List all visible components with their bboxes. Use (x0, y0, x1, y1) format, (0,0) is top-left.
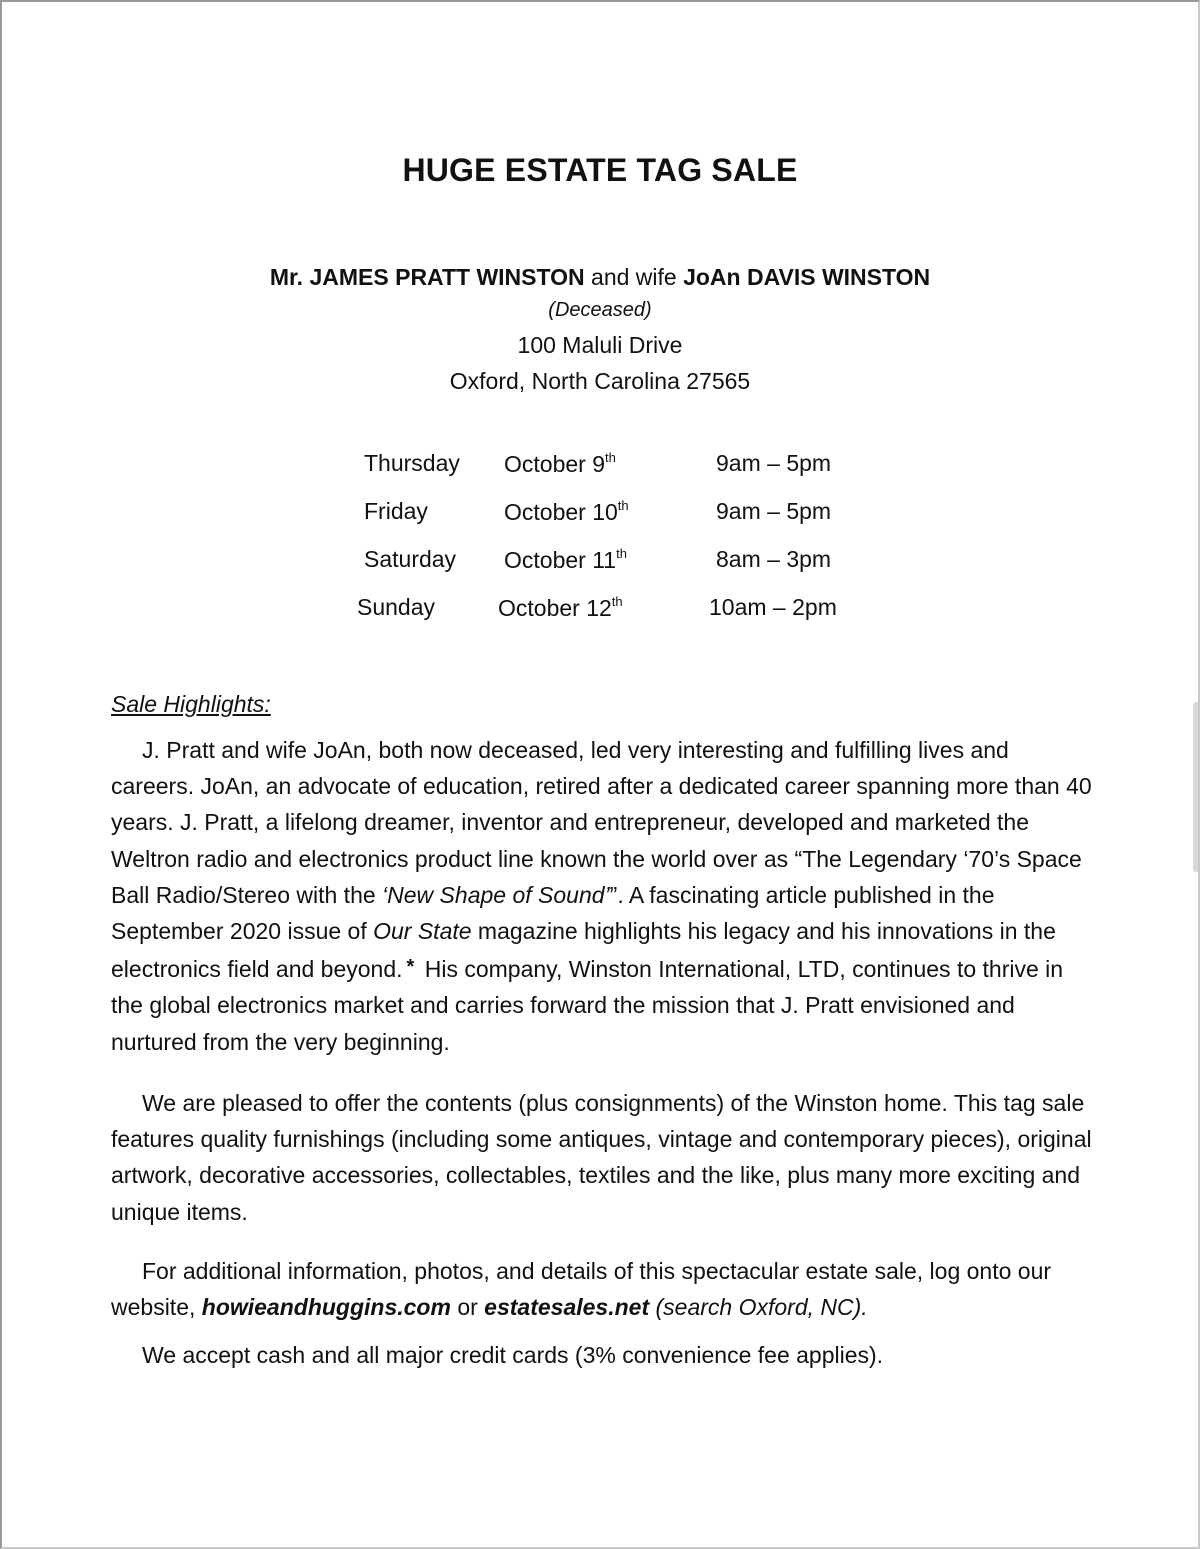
date-suffix: th (605, 450, 616, 465)
schedule-day: Sunday (357, 594, 436, 620)
paragraph-text: We accept cash and all major credit cards (3% convenience fee applies). (142, 1342, 884, 1368)
schedule-date (498, 594, 623, 622)
date-suffix: th (616, 546, 627, 561)
paragraph-text: We are pleased to offer the contents (plus consignments) of the Winston home. This tag sale features quality furnishings (including some antiques, vintage and contemporary pieces), original artwork, decorative accessories, collectables, textiles and the like, plus many more exciting and unique items. (111, 1090, 1092, 1225)
owner-honorific: Mr. (269, 264, 304, 290)
schedule-day: Thursday (364, 450, 460, 476)
magazine-title: Our State (373, 918, 472, 945)
schedule-date (504, 498, 629, 526)
owner-name-2-first: JoAn (683, 264, 741, 290)
schedule-row (2, 546, 1198, 576)
paragraph-text: J. Pratt and wife JoAn, both now deceased, led very interesting and fulfilling lives and careers. JoAn, an advocate of education, retired after a dedicated career spanning more than 40 years. J. Pratt, a lifelong dreamer, inventor and entrepreneur, developed and marketed the Weltron radio and electronics product line known the world over as “The Legendary ‘70’s Space Ball Radio/Stereo with the (111, 737, 1092, 908)
website-link-howieandhuggins[interactable]: howieandhuggins.com (201, 1294, 451, 1321)
schedule-hours: 9am – 5pm (716, 450, 832, 476)
schedule-row (2, 594, 1198, 624)
owners-line (2, 264, 1198, 291)
owner-name-1: JAMES PRATT WINSTON (309, 264, 585, 290)
schedule-hours: 10am – 2pm (709, 594, 837, 620)
schedule-row (2, 498, 1198, 528)
paragraph-biography (111, 732, 1096, 1060)
paragraph-text: or (450, 1294, 485, 1321)
schedule-row (2, 450, 1198, 480)
schedule-date-text: October 10 (504, 499, 618, 525)
schedule-date-text: October 12 (498, 595, 612, 621)
paragraph-italic: ‘New Shape of Sound’ (382, 881, 610, 908)
paragraph-payment (111, 1337, 1096, 1373)
schedule-date (504, 450, 616, 478)
address-street: 100 Maluli Drive (517, 332, 683, 358)
owner-connector: and wife (591, 264, 677, 290)
paragraph-website (111, 1253, 1096, 1325)
owner-name-2-last: DAVIS WINSTON (746, 264, 931, 290)
date-suffix: th (611, 594, 623, 609)
schedule-day: Saturday (364, 546, 457, 572)
website-link-estatesales[interactable]: estatesales.net (484, 1294, 650, 1321)
deceased-note: (Deceased) (548, 299, 652, 321)
search-note: (search Oxford, NC). (649, 1294, 868, 1321)
document-title: HUGE ESTATE TAG SALE (402, 152, 798, 188)
address-city: Oxford, North Carolina 27565 (449, 368, 751, 394)
paragraph-text: For additional information, photos, and details of this spectacular estate sale, log onto our website, (111, 1258, 1052, 1321)
date-suffix: th (617, 498, 629, 513)
schedule-hours: 8am – 3pm (716, 546, 832, 572)
paragraph-text: magazine highlights his legacy and his innovations in the electronics field and beyond. (111, 918, 1056, 983)
schedule-date-text: October 9 (504, 451, 605, 477)
paragraph-contents (111, 1085, 1096, 1230)
schedule-date-text: October 11 (504, 547, 617, 573)
scrollbar-thumb[interactable] (1193, 702, 1198, 872)
highlights-heading: Sale Highlights: (111, 691, 271, 717)
paragraph-text: His company, Winston International, LTD, continues to thrive in the global electronics market and carries forward the mission that J. Pratt envisioned and nurtured from the very beginning. (111, 956, 1064, 1055)
schedule-hours: 9am – 5pm (716, 498, 832, 524)
paragraph-text: ”. A fascinating article published in the September 2020 issue of (111, 881, 995, 945)
schedule-day: Friday (364, 498, 428, 524)
schedule-date (504, 546, 627, 574)
asterisk-mark: * (406, 956, 415, 979)
